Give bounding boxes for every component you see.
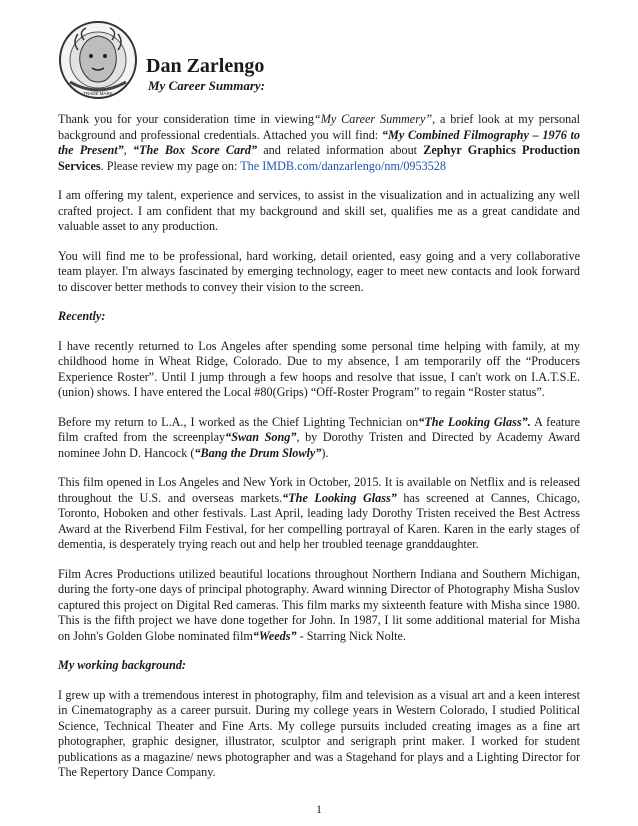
intro-text: , a brief look at my personal background and professional credentials. Attached you will find: (58, 112, 580, 142)
recently-paragraph: I have recently returned to Los Angeles after spending some personal time helping with family, at my childhood home in Wheat Ridge, Colorado. Due to my absence, I am temporarily off the “Producers Experience Roster”. Until I jump through a few hoops and resolve that issue, I can't work on I.A.T.S.E. (union) shows. I have entered the Local #80(Grips) “Off-Roster Program” to regain “Roster status”. (58, 338, 580, 399)
production-paragraph (58, 567, 580, 645)
svg-text:TRADE MARK: TRADE MARK (83, 91, 113, 96)
box-score-title: “The Box Score Card” (132, 143, 258, 157)
intro-text: . Please review my page on: (100, 158, 241, 173)
para-text: has screened at Cannes, Chicago, Toronto, Hoboken and other festivals. Last April, leading lady Dorothy Tristen received the Best Actress Award at the Riverbend Film Festival, for her compelling portrayal of Karen. Karen in the early stages of dementia, is desperately trying reach out and help her troubled teenage granddaughter. (58, 490, 580, 551)
background-heading: My working background: (58, 658, 186, 672)
para-text: ). (321, 445, 329, 460)
para-text: , by Dorothy Tristen and Directed by Academy Award nominee John D. Hancock ( (58, 430, 580, 460)
company-name: Zephyr Graphics Production Services (58, 143, 580, 173)
looking-glass-paragraph (58, 415, 580, 462)
film-title: “The Looking Glass”. (418, 414, 531, 429)
filmography-title: “My Combined Filmography – 1976 to the Present” (58, 127, 580, 157)
intro-paragraph (58, 112, 580, 174)
film-title: “Bang the Drum Slowly” (194, 445, 322, 460)
imdb-link[interactable]: The IMDB.com/danzarlengo/nm/0953528 (240, 158, 446, 173)
para-text: Before my return to L.A., I worked as the Chief Lighting Technician on (58, 414, 419, 429)
zephyr-graphics-seal-icon (58, 20, 138, 100)
qualities-paragraph: You will find me to be professional, hard working, detail oriented, easy going and a very collaborative team player. I'm always fascinated by emerging technology, eager to meet new contacts and look forward to discover better methods to convey their vision to the screen. (58, 248, 580, 294)
para-text: - Starring Nick Nolte. (296, 628, 406, 643)
background-paragraph: I grew up with a tremendous interest in photography, film and television as a visual art and a keen interest in Cinematography as a career pursuit. During my college years in Western Colorado, I studied Political Science, Technical Theater and Fine Arts. My college pursuits included creating images as a fine art photographer, graphic designer, illustrator, sculptor and serigraph print maker. I worked for student publications as a magazine/ news photographer and was a Stagehand for plays and a Lighting Director for The Repertory Dance Company. (58, 687, 580, 779)
para-text: This film opened in Los Angeles and New York in October, 2015. It is available on Netflix and is released throughout the U.S. and overseas markets. (58, 475, 580, 505)
author-name: Dan Zarlengo (146, 55, 265, 77)
page-number: 1 (316, 802, 322, 816)
film-title: “The Looking Glass” (282, 490, 397, 505)
para-text: Film Acres Productions utilized beautiful locations throughout Northern Indiana and Southern Michigan, during the forty-one days of principal photography. Award winning Director of Photography Misha Suslov captured this project on Digital Red cameras. This film marks my sixteenth feature with Misha since 1980. This is the fifth project we have done together for John. In 1987, I lit some additional material for Misha on John's Golden Globe nominated film (58, 566, 580, 643)
intro-text: , (123, 143, 133, 157)
document-body (58, 112, 580, 795)
para-text: A feature film crafted from the screenplay (58, 414, 581, 444)
intro-text: Thank you for your consideration time in viewing (58, 112, 314, 126)
recently-heading: Recently: (58, 309, 106, 323)
release-paragraph (58, 475, 580, 553)
intro-title: “My Career Summery” (313, 112, 433, 126)
intro-text: and related information about (257, 143, 424, 157)
document-header (146, 54, 265, 94)
film-title: “Weeds” (252, 628, 297, 643)
document-subtitle: My Career Summary: (148, 78, 265, 93)
offering-paragraph: I am offering my talent, experience and services, to assist in the visualization and in actualizing any well crafted project. I am confident that my background and skill set, qualifies me as a great candidate and valuable asset to any production. (58, 188, 580, 233)
screenplay-title: “Swan Song” (225, 430, 297, 444)
